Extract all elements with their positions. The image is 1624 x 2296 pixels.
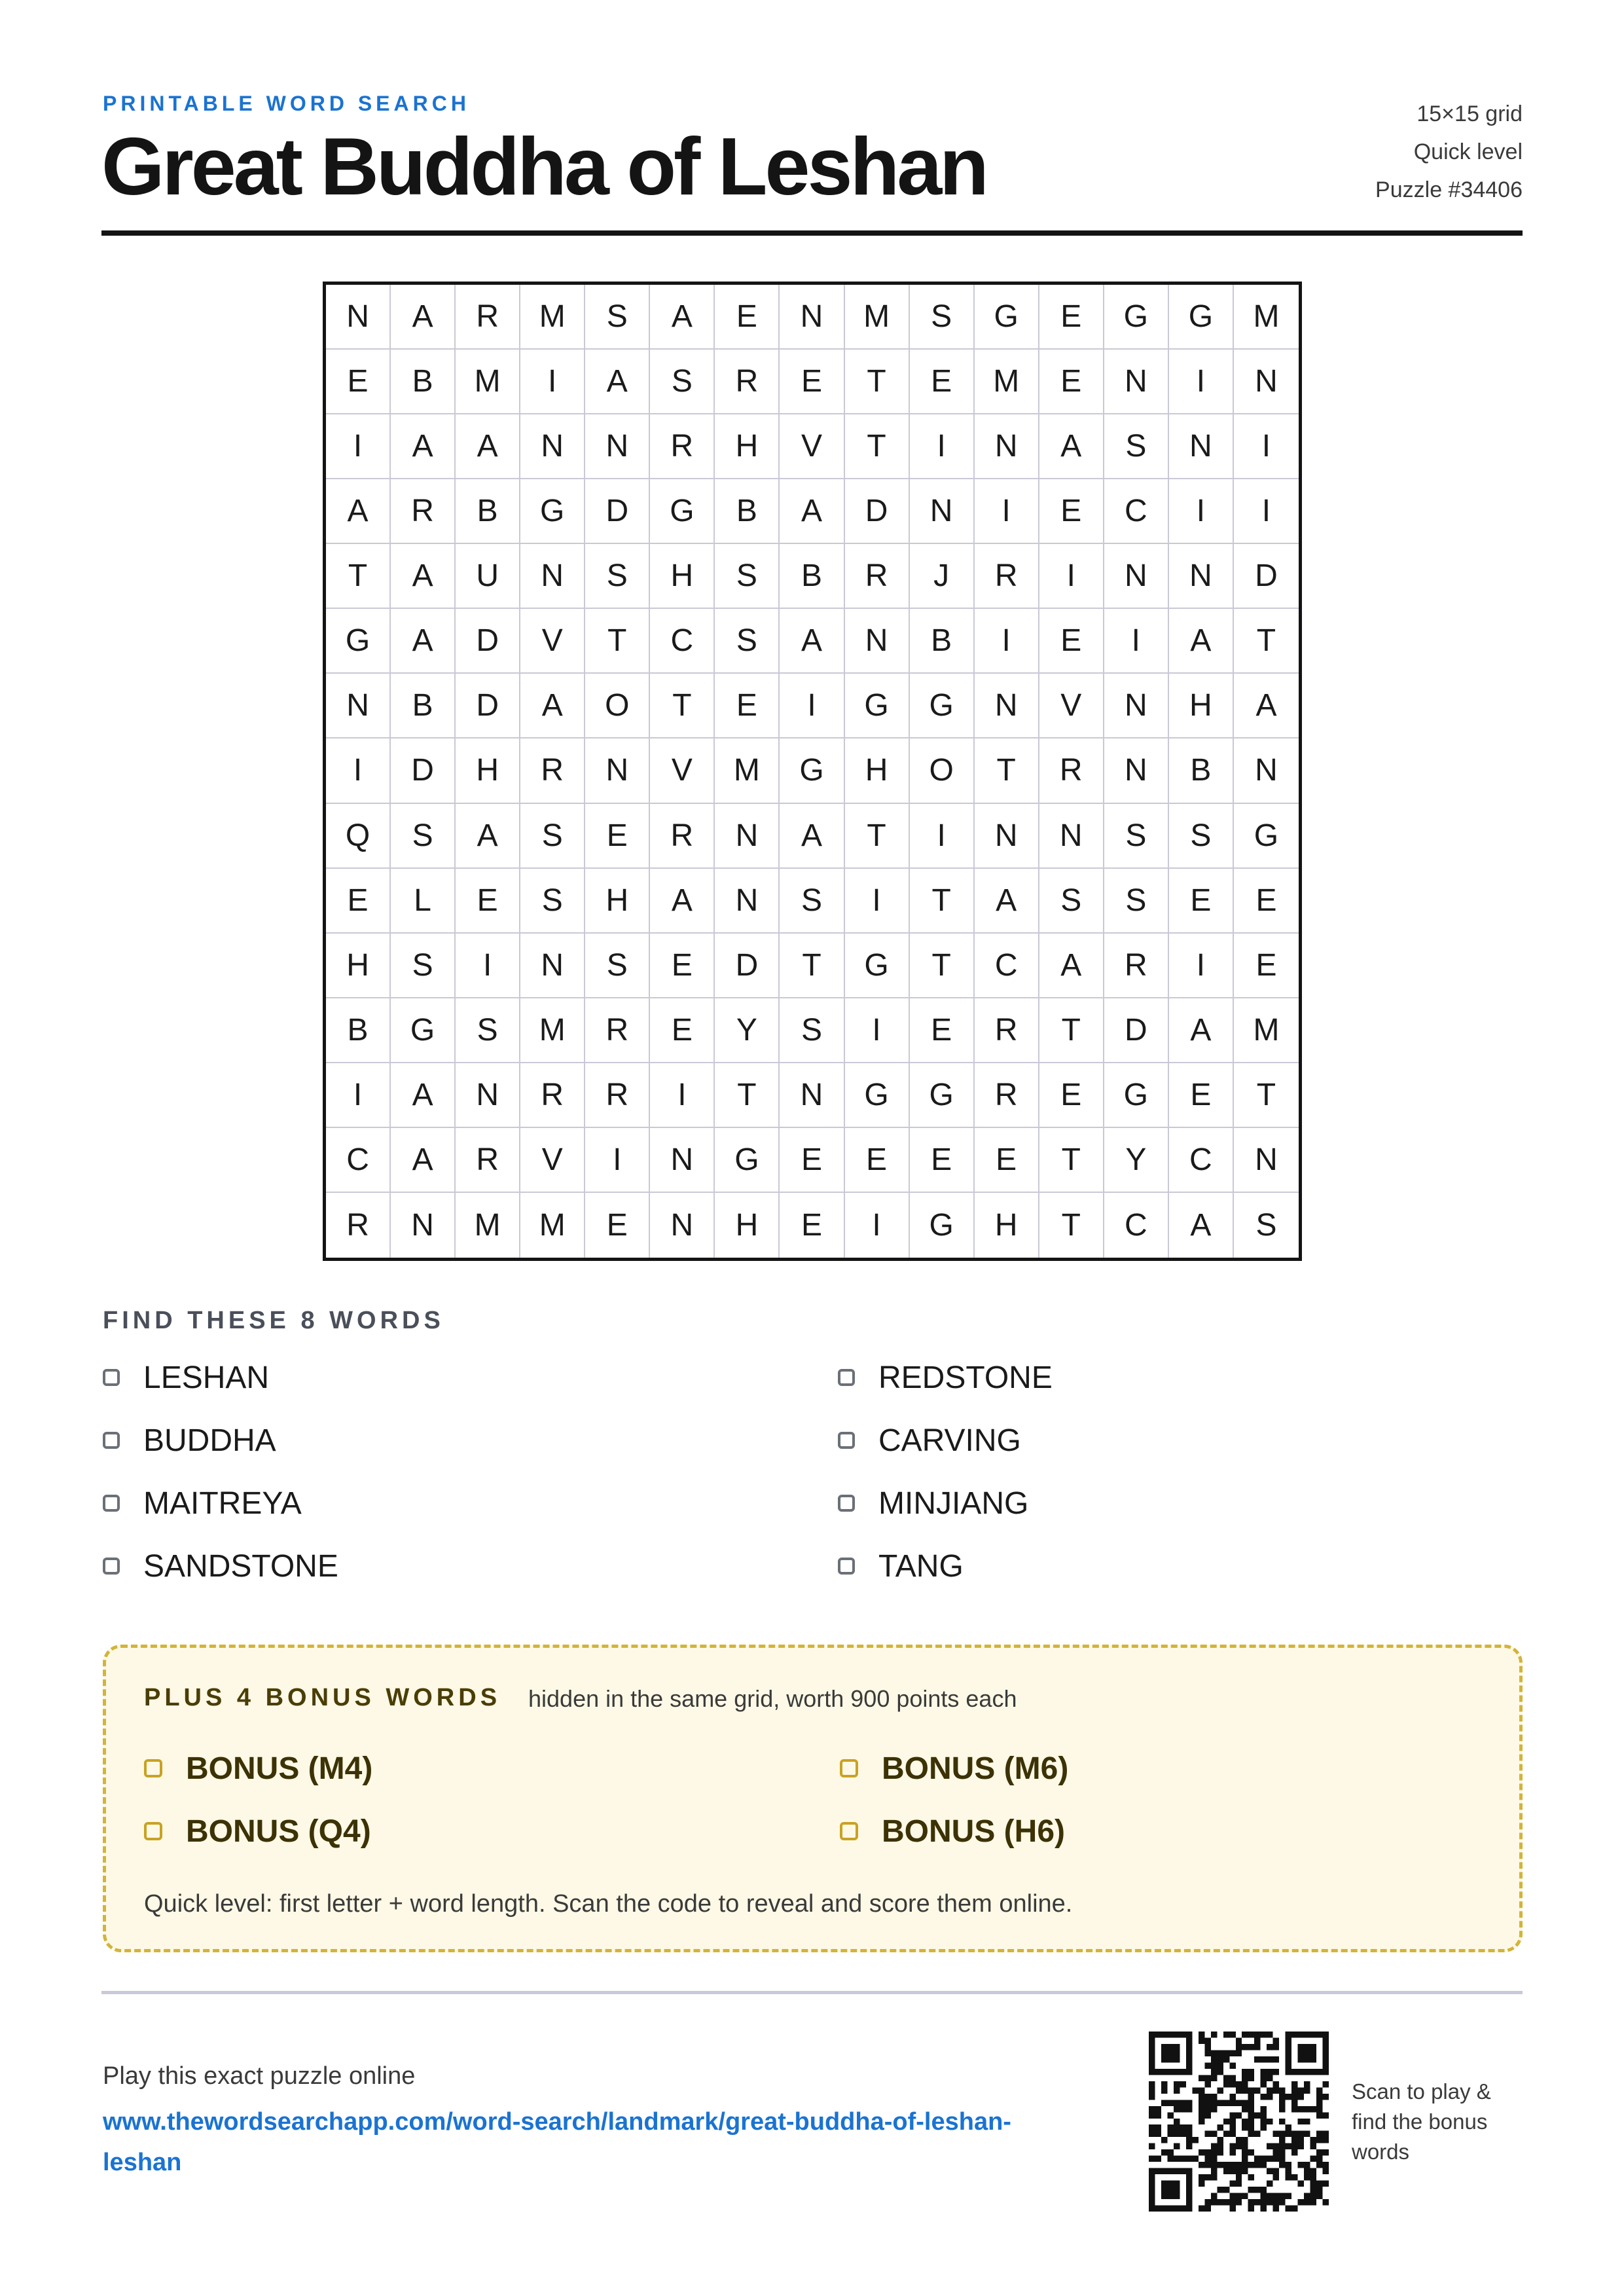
header-divider [101, 230, 1523, 236]
grid-cell[interactable]: I [910, 414, 975, 479]
grid-cell[interactable]: S [1104, 869, 1169, 934]
grid-cell[interactable]: T [910, 934, 975, 998]
grid-cell[interactable]: N [1234, 1128, 1299, 1193]
grid-cell[interactable]: B [456, 479, 520, 544]
checkbox-icon[interactable] [838, 1495, 855, 1512]
checkbox-icon[interactable] [144, 1759, 162, 1777]
checkbox-icon[interactable] [103, 1495, 120, 1512]
grid-cell[interactable]: E [780, 350, 844, 414]
grid-cell[interactable]: B [780, 544, 844, 609]
word-label: REDSTONE [878, 1360, 1053, 1395]
grid-cell[interactable]: N [975, 674, 1039, 738]
word-item[interactable] [103, 1423, 838, 1457]
grid-cell[interactable]: N [1234, 738, 1299, 803]
grid-cell[interactable]: R [391, 479, 456, 544]
grid-cell[interactable]: E [650, 934, 715, 998]
grid-cell[interactable]: E [715, 674, 780, 738]
grid-cell[interactable]: D [456, 674, 520, 738]
word-item[interactable] [838, 1549, 1492, 1583]
grid-cell[interactable]: R [650, 804, 715, 869]
grid-cell[interactable]: N [1039, 804, 1104, 869]
word-list-heading: FIND THESE 8 WORDS [103, 1307, 444, 1334]
grid-cell[interactable]: G [910, 1063, 975, 1128]
grid-cell[interactable]: C [650, 609, 715, 674]
grid-cell[interactable]: C [1104, 1193, 1169, 1258]
grid-cell[interactable]: A [391, 609, 456, 674]
grid-cell[interactable]: S [780, 869, 844, 934]
grid-cell[interactable]: E [715, 285, 780, 350]
bonus-panel [103, 1645, 1523, 1952]
grid-cell[interactable]: M [456, 350, 520, 414]
grid-cell[interactable]: S [520, 869, 585, 934]
grid-cell[interactable]: I [585, 1128, 650, 1193]
grid-cell[interactable]: L [391, 869, 456, 934]
word-item[interactable] [103, 1549, 838, 1583]
grid-cell[interactable]: B [715, 479, 780, 544]
grid-cell[interactable]: N [975, 414, 1039, 479]
grid-cell[interactable]: R [975, 998, 1039, 1063]
grid-cell[interactable]: S [1169, 804, 1234, 869]
grid-cell[interactable]: S [456, 998, 520, 1063]
bonus-word-item[interactable] [840, 1812, 1233, 1850]
grid-cell[interactable]: H [845, 738, 910, 803]
grid-cell[interactable]: N [1104, 350, 1169, 414]
grid-cell[interactable]: N [520, 934, 585, 998]
grid-cell[interactable]: S [650, 350, 715, 414]
grid-cell[interactable]: M [715, 738, 780, 803]
grid-cell[interactable]: R [585, 1063, 650, 1128]
grid-cell[interactable]: T [845, 350, 910, 414]
word-label: CARVING [878, 1423, 1021, 1458]
checkbox-icon[interactable] [144, 1822, 162, 1840]
grid-cell[interactable]: N [520, 544, 585, 609]
checkbox-icon[interactable] [840, 1822, 858, 1840]
grid-cell[interactable]: E [585, 804, 650, 869]
grid-cell[interactable]: R [1104, 934, 1169, 998]
grid-cell[interactable]: V [520, 1128, 585, 1193]
grid-cell[interactable]: E [326, 350, 391, 414]
grid-cell[interactable]: B [391, 350, 456, 414]
grid-cell[interactable]: S [1104, 804, 1169, 869]
grid-cell[interactable]: H [715, 1193, 780, 1258]
grid-cell[interactable]: S [585, 544, 650, 609]
bonus-word-item[interactable] [144, 1812, 840, 1850]
grid-cell[interactable]: A [975, 869, 1039, 934]
grid-cell[interactable]: R [326, 1193, 391, 1258]
bonus-word-item[interactable] [144, 1749, 840, 1787]
word-label: TANG [878, 1548, 964, 1584]
grid-cell[interactable]: S [780, 998, 844, 1063]
checkbox-icon[interactable] [838, 1369, 855, 1386]
grid-cell[interactable]: N [456, 1063, 520, 1128]
grid-cell[interactable]: T [1234, 609, 1299, 674]
grid-cell[interactable]: H [456, 738, 520, 803]
grid-cell[interactable]: I [780, 674, 844, 738]
word-item[interactable] [838, 1423, 1492, 1457]
grid-cell[interactable]: A [391, 414, 456, 479]
qr-code-icon[interactable] [1149, 2032, 1329, 2212]
grid-cell[interactable]: E [1039, 479, 1104, 544]
grid-cell[interactable]: I [326, 414, 391, 479]
footer-divider [101, 1991, 1523, 1994]
grid-cell[interactable]: I [1104, 609, 1169, 674]
grid-cell[interactable]: R [456, 1128, 520, 1193]
grid-cell[interactable]: G [845, 1063, 910, 1128]
grid-cell[interactable]: A [585, 350, 650, 414]
grid-cell[interactable]: I [975, 609, 1039, 674]
grid-cell[interactable]: U [456, 544, 520, 609]
grid-cell[interactable]: D [845, 479, 910, 544]
grid-cell[interactable]: A [391, 1128, 456, 1193]
grid-cell[interactable]: G [650, 479, 715, 544]
grid-cell[interactable]: T [1039, 1128, 1104, 1193]
grid-cell[interactable]: S [1255, 1207, 1277, 1243]
grid-cell[interactable]: R [845, 544, 910, 609]
grid-cell[interactable]: S [910, 285, 975, 350]
grid-cell[interactable]: A [456, 804, 520, 869]
grid-cell[interactable]: I [1169, 934, 1234, 998]
word-label: BUDDHA [143, 1423, 276, 1458]
grid-cell[interactable]: S [585, 285, 650, 350]
grid-cell[interactable]: G [326, 609, 391, 674]
grid-cell[interactable]: H [585, 869, 650, 934]
grid-cell[interactable]: E [326, 869, 391, 934]
grid-cell[interactable]: N [326, 674, 391, 738]
grid-cell[interactable]: S [520, 804, 585, 869]
grid-cell[interactable]: R [585, 998, 650, 1063]
grid-cell[interactable]: N [326, 285, 391, 350]
grid-cell[interactable]: I [1169, 479, 1234, 544]
grid-cell[interactable]: G [910, 674, 975, 738]
bonus-word-list [144, 1749, 1233, 1850]
word-item[interactable] [103, 1486, 838, 1520]
grid-cell[interactable]: O [585, 674, 650, 738]
bonus-subheading: hidden in the same grid, worth 900 points each [528, 1685, 1017, 1712]
grid-cell[interactable]: N [1169, 544, 1234, 609]
checkbox-icon[interactable] [103, 1558, 120, 1575]
grid-cell[interactable]: M [1234, 998, 1299, 1063]
grid-cell[interactable]: M [456, 1193, 520, 1258]
grid-cell[interactable]: I [1039, 544, 1104, 609]
grid-cell[interactable]: I [1234, 414, 1299, 479]
grid-cell[interactable]: B [910, 609, 975, 674]
grid-cell[interactable]: S [391, 934, 456, 998]
grid-cell[interactable]: A [650, 285, 715, 350]
grid-size-label: 15×15 grid [1416, 101, 1523, 126]
grid-cell[interactable]: B [326, 998, 391, 1063]
grid-cell[interactable]: A [1234, 674, 1299, 738]
word-item[interactable] [838, 1486, 1492, 1520]
grid-cell[interactable]: D [1234, 544, 1299, 609]
letter-grid [323, 282, 1302, 1261]
grid-cell[interactable]: V [650, 738, 715, 803]
grid-cell[interactable]: N [1169, 414, 1234, 479]
grid-cell[interactable]: N [520, 414, 585, 479]
grid-cell[interactable]: G [715, 1128, 780, 1193]
grid-cell[interactable]: E [975, 1128, 1039, 1193]
grid-cell[interactable]: D [585, 479, 650, 544]
grid-cell[interactable]: G [1104, 285, 1169, 350]
grid-cell[interactable]: T [1234, 1063, 1299, 1128]
grid-cell[interactable]: E [650, 998, 715, 1063]
grid-cell[interactable]: N [715, 869, 780, 934]
grid-cell[interactable]: Y [715, 998, 780, 1063]
grid-cell[interactable]: A [456, 414, 520, 479]
grid-cell[interactable]: I [520, 350, 585, 414]
grid-cell[interactable]: A [1169, 998, 1234, 1063]
grid-cell[interactable]: T [975, 738, 1039, 803]
word-label: MAITREYA [143, 1485, 302, 1521]
grid-cell[interactable]: N [780, 285, 844, 350]
grid-cell[interactable]: R [456, 285, 520, 350]
grid-cell[interactable]: T [780, 934, 844, 998]
grid-cell[interactable]: N [975, 804, 1039, 869]
grid-cell[interactable]: H [1169, 674, 1234, 738]
grid-cell[interactable]: H [326, 934, 391, 998]
grid-cell[interactable]: R [650, 414, 715, 479]
grid-cell[interactable]: E [1234, 869, 1299, 934]
grid-cell[interactable]: N [585, 414, 650, 479]
grid-cell[interactable]: G [780, 738, 844, 803]
bonus-note: Quick level: first letter + word length. Scan the code to reveal and score them online. [144, 1890, 1073, 1918]
grid-cell[interactable]: D [456, 609, 520, 674]
grid-cell[interactable]: E [910, 1128, 975, 1193]
grid-cell[interactable]: R [520, 738, 585, 803]
grid-cell[interactable]: E [780, 1128, 844, 1193]
grid-cell[interactable]: N [780, 1063, 844, 1128]
grid-cell[interactable]: T [845, 414, 910, 479]
grid-cell[interactable]: I [845, 1193, 910, 1258]
word-item[interactable] [103, 1360, 838, 1394]
puzzle-number-label: Puzzle #34406 [1375, 177, 1523, 202]
grid-cell[interactable]: T [1039, 1193, 1104, 1258]
grid-cell[interactable]: N [715, 804, 780, 869]
grid-cell[interactable]: C [1104, 479, 1169, 544]
grid-cell[interactable]: S [1039, 869, 1104, 934]
grid-cell[interactable]: H [650, 544, 715, 609]
page-title: Great Buddha of Leshan [101, 122, 986, 212]
grid-cell[interactable]: A [391, 1063, 456, 1128]
grid-cell[interactable]: N [1104, 544, 1169, 609]
checkbox-icon[interactable] [838, 1432, 855, 1449]
grid-cell[interactable]: M [1234, 285, 1299, 350]
grid-cell[interactable]: I [845, 998, 910, 1063]
kicker-label: PRINTABLE WORD SEARCH [103, 92, 470, 115]
grid-cell[interactable]: G [910, 1193, 975, 1258]
grid-cell[interactable]: T [910, 869, 975, 934]
bonus-heading: PLUS 4 BONUS WORDS [144, 1684, 501, 1711]
grid-cell[interactable]: M [975, 350, 1039, 414]
grid-cell[interactable]: E [1039, 609, 1104, 674]
grid-cell[interactable]: I [910, 804, 975, 869]
grid-cell[interactable]: M [520, 998, 585, 1063]
grid-cell[interactable]: N [1234, 350, 1299, 414]
grid-cell[interactable]: C [975, 934, 1039, 998]
grid-cell[interactable]: T [715, 1063, 780, 1128]
grid-cell[interactable]: I [1169, 350, 1234, 414]
grid-cell[interactable]: E [585, 1193, 650, 1258]
grid-cell[interactable]: V [780, 414, 844, 479]
grid-cell[interactable]: V [520, 609, 585, 674]
word-item[interactable] [838, 1360, 1492, 1394]
grid-cell[interactable]: S [715, 544, 780, 609]
grid-cell[interactable]: M [845, 285, 910, 350]
grid-cell[interactable]: T [845, 804, 910, 869]
grid-cell[interactable]: B [1169, 738, 1234, 803]
bonus-word-label: BONUS (M6) [882, 1751, 1069, 1786]
grid-cell[interactable]: E [780, 1193, 844, 1258]
grid-cell[interactable]: D [1104, 998, 1169, 1063]
grid-cell[interactable]: E [1169, 1063, 1234, 1128]
word-label: LESHAN [143, 1360, 270, 1395]
checkbox-icon[interactable] [103, 1369, 120, 1386]
bonus-word-label: BONUS (M4) [186, 1751, 373, 1786]
grid-cell[interactable]: N [910, 479, 975, 544]
grid-cell[interactable]: E [1039, 350, 1104, 414]
grid-cell[interactable]: E [1234, 934, 1299, 998]
scan-instruction: Scan to play & find the bonus words [1352, 2079, 1491, 2164]
grid-cell[interactable]: E [1039, 285, 1104, 350]
grid-cell[interactable]: G [845, 934, 910, 998]
word-label: MINJIANG [878, 1485, 1029, 1521]
grid-cell[interactable]: G [391, 998, 456, 1063]
grid-cell[interactable]: C [326, 1128, 391, 1193]
grid-cell[interactable]: O [910, 738, 975, 803]
grid-cell[interactable]: G [975, 285, 1039, 350]
grid-cell[interactable]: R [975, 544, 1039, 609]
grid-cell[interactable]: N [391, 1193, 456, 1258]
grid-cell[interactable]: I [456, 934, 520, 998]
checkbox-icon[interactable] [838, 1558, 855, 1575]
grid-cell[interactable]: I [975, 479, 1039, 544]
grid-cell[interactable]: T [326, 544, 391, 609]
grid-cell[interactable]: S [585, 934, 650, 998]
grid-cell[interactable]: A [391, 544, 456, 609]
grid-cell[interactable]: T [650, 674, 715, 738]
grid-cell[interactable]: G [520, 479, 585, 544]
bonus-word-label: BONUS (Q4) [186, 1813, 371, 1849]
grid-cell[interactable]: S [1104, 414, 1169, 479]
grid-cell[interactable]: R [715, 350, 780, 414]
grid-cell[interactable]: N [585, 738, 650, 803]
grid-cell[interactable]: A [326, 479, 391, 544]
play-online-label: Play this exact puzzle online [103, 2062, 416, 2090]
grid-cell[interactable]: N [1104, 674, 1169, 738]
checkbox-icon[interactable] [103, 1432, 120, 1449]
grid-cell[interactable]: S [391, 804, 456, 869]
grid-cell[interactable]: A [391, 285, 456, 350]
grid-cell[interactable]: C [1169, 1128, 1234, 1193]
grid-cell[interactable]: A [780, 804, 844, 869]
grid-cell[interactable]: A [780, 479, 844, 544]
grid-cell[interactable]: D [715, 934, 780, 998]
grid-cell[interactable]: H [715, 414, 780, 479]
grid-cell[interactable]: T [1039, 998, 1104, 1063]
grid-cell[interactable]: G [1234, 804, 1299, 869]
grid-cell[interactable]: E [845, 1128, 910, 1193]
puzzle-meta [1375, 95, 1523, 209]
grid-cell[interactable]: E [1039, 1063, 1104, 1128]
grid-cell[interactable]: M [520, 1193, 585, 1258]
grid-cell[interactable]: A [1039, 934, 1104, 998]
grid-cell[interactable]: I [1234, 479, 1299, 544]
grid-cell[interactable]: N [845, 609, 910, 674]
grid-cell[interactable]: J [910, 544, 975, 609]
grid-cell[interactable]: A [1169, 609, 1234, 674]
grid-cell[interactable]: S [715, 609, 780, 674]
grid-cell[interactable]: R [1039, 738, 1104, 803]
grid-cell[interactable]: N [650, 1128, 715, 1193]
grid-cell[interactable]: A [520, 674, 585, 738]
grid-cell[interactable]: A [1169, 1193, 1234, 1258]
grid-cell[interactable]: V [1039, 674, 1104, 738]
grid-cell[interactable]: I [845, 869, 910, 934]
grid-cell[interactable]: M [520, 285, 585, 350]
puzzle-url-link[interactable]: www.thewordsearchapp.com/word-search/landmark/great-buddha-of-leshan-leshan [103, 2108, 1011, 2176]
grid-cell[interactable]: E [1169, 869, 1234, 934]
grid-cell[interactable]: Q [326, 804, 391, 869]
grid-cell[interactable]: T [585, 609, 650, 674]
word-label: SANDSTONE [143, 1548, 338, 1584]
bonus-word-label: BONUS (H6) [882, 1813, 1066, 1849]
grid-cell[interactable]: E [910, 350, 975, 414]
grid-cell[interactable]: I [650, 1063, 715, 1128]
grid-cell[interactable]: E [456, 869, 520, 934]
grid-cell[interactable]: G [1169, 285, 1234, 350]
bonus-word-item[interactable] [840, 1749, 1233, 1787]
grid-cell[interactable]: N [1104, 738, 1169, 803]
grid-cell[interactable]: Y [1104, 1128, 1169, 1193]
grid-cell[interactable]: R [520, 1063, 585, 1128]
grid-cell[interactable]: H [975, 1193, 1039, 1258]
grid-cell[interactable]: N [650, 1193, 715, 1258]
grid-cell[interactable]: D [391, 738, 456, 803]
grid-cell[interactable]: A [1039, 414, 1104, 479]
grid-cell[interactable]: A [780, 609, 844, 674]
checkbox-icon[interactable] [840, 1759, 858, 1777]
word-list [103, 1360, 1053, 1584]
grid-cell[interactable]: R [975, 1063, 1039, 1128]
level-label: Quick level [1413, 139, 1523, 164]
grid-cell[interactable]: A [650, 869, 715, 934]
grid-cell[interactable]: E [910, 998, 975, 1063]
grid-cell[interactable]: B [391, 674, 456, 738]
grid-cell[interactable]: I [326, 1063, 391, 1128]
grid-cell[interactable]: I [326, 738, 391, 803]
grid-cell[interactable]: G [1104, 1063, 1169, 1128]
grid-cell[interactable]: G [845, 674, 910, 738]
